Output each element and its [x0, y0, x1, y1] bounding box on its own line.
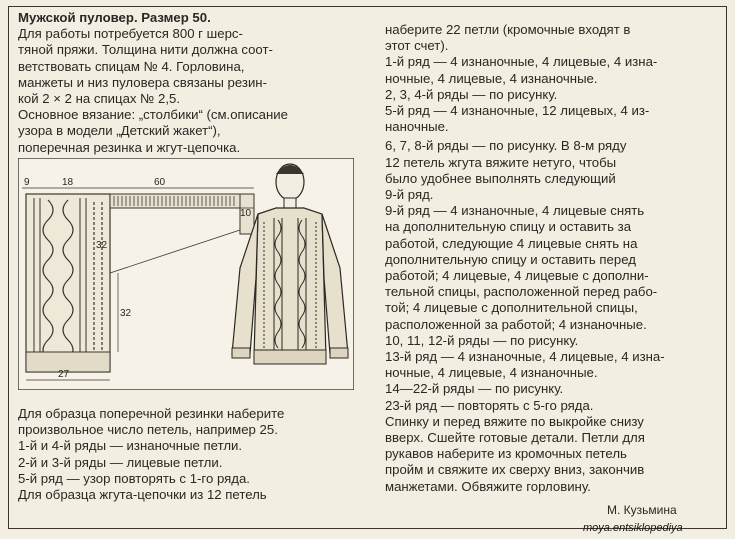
dimension-label: 9: [24, 177, 30, 188]
source-website: moya.entsiklopediya: [583, 522, 683, 534]
intro-line: поперечная резинка и жгут-цепочка.: [18, 139, 241, 155]
intro-text: [18, 10, 368, 156]
instruction-line: 14—22-й ряды — по рисунку.: [385, 381, 564, 397]
instruction-line: наночные.: [385, 119, 449, 135]
pattern-figure: [18, 158, 354, 390]
instruction-line: тельной спицы, расположенной перед рабо-: [385, 284, 658, 300]
intro-line: кой 2 × 2 на спицах № 2,5.: [18, 91, 180, 107]
dimension-label: 60: [154, 177, 166, 188]
instruction-line: произвольное число петель, например 25.: [18, 422, 278, 438]
instruction-line: пройм и свяжите их сверху вниз, закончив: [385, 462, 645, 478]
instruction-line: вверх. Сшейте готовые детали. Петли для: [385, 430, 645, 446]
dimension-label: 32: [96, 240, 108, 251]
instruction-line: рукавов наберите из кромочных петель: [385, 446, 627, 462]
dimension-label: 32: [120, 308, 132, 319]
instruction-line: работой; 4 лицевые, 4 лицевые с дополни-: [385, 268, 649, 284]
instruction-line: 6, 7, 8-й ряды — по рисунку. В 8-м ряду: [385, 138, 627, 154]
instruction-line: 12 петель жгута вяжите нетугo, чтобы: [385, 154, 617, 170]
intro-line: ветствовать спицам № 4. Горловина,: [18, 58, 245, 74]
intro-line: тяной пряжи. Толщина нити должна соот-: [18, 42, 273, 58]
dimension-label: 27: [58, 369, 70, 380]
instruction-line: 5-й ряд — узор повторять с 1-го ряда.: [18, 470, 250, 486]
article-title: Мужской пуловер. Размер 50.: [18, 10, 211, 25]
instruction-line: 1-й и 4-й ряды — изнаночные петли.: [18, 438, 243, 454]
author-name: М. Кузьмина: [607, 503, 677, 517]
instruction-line: 10, 11, 12-й ряды — по рисунку.: [385, 332, 579, 348]
instruction-line: Для образца жгута-цепочки из 12 петель: [18, 487, 267, 503]
intro-line: Для работы потребуется 800 г шерс-: [18, 26, 243, 42]
intro-line: Основное вязание: „столбики“ (см.описание: [18, 107, 288, 123]
pattern-schematic: [22, 177, 254, 380]
instruction-line: наберите 22 петли (кромочные входят в: [385, 22, 631, 37]
instruction-line: 2-й и 3-й ряды — лицевые петли.: [18, 454, 223, 470]
instruction-line: 1-й ряд — 4 изнаночные, 4 лицевые, 4 изна-: [385, 54, 658, 70]
instruction-line: дополнительную спицу и оставить перед: [385, 251, 636, 267]
instruction-line: на дополнительную спицу и оставить за: [385, 219, 632, 235]
instruction-line: 9-й ряд — 4 изнаночные, 4 лицевые снять: [385, 203, 645, 219]
instruction-line: этот счет).: [385, 38, 449, 54]
instruction-line: 2, 3, 4-й ряды — по рисунку.: [385, 86, 558, 102]
instruction-line: манжетами. Обвяжите горловину.: [385, 478, 591, 494]
dimension-label: 10: [240, 208, 252, 219]
intro-line: манжеты и низ пуловера связаны резин-: [18, 74, 267, 90]
pattern-instructions: [385, 22, 725, 495]
instruction-line: Для образца поперечной резинки наберите: [18, 406, 285, 421]
dimension-label: 18: [62, 177, 74, 188]
instruction-line: ночные, 4 лицевые, 4 изнаночные.: [385, 70, 598, 86]
intro-line: узора в модели „Детский жакет“),: [18, 123, 221, 139]
instruction-line: 5-й ряд — 4 изнаночные, 12 лицевых, 4 из-: [385, 103, 650, 119]
instruction-line: Спинку и перед вяжите по выкройке снизу: [385, 413, 644, 429]
instruction-line: расположенной за работой; 4 изнаночные.: [385, 316, 647, 332]
instruction-line: 9-й ряд.: [385, 187, 434, 203]
instruction-line: работой, следующие 4 лицевые снять на: [385, 235, 638, 251]
sample-instructions: [18, 406, 368, 503]
instruction-line: 13-й ряд — 4 изнаночные, 4 лицевые, 4 изна-: [385, 349, 665, 365]
instruction-line: той; 4 лицевые с дополнительной спицы,: [385, 300, 638, 316]
instruction-line: ночные, 4 лицевые, 4 изнаночные.: [385, 365, 598, 381]
instruction-line: 23-й ряд — повторять с 5-го ряда.: [385, 397, 594, 413]
instruction-line: было удобнее выполнять следующий: [385, 170, 616, 186]
